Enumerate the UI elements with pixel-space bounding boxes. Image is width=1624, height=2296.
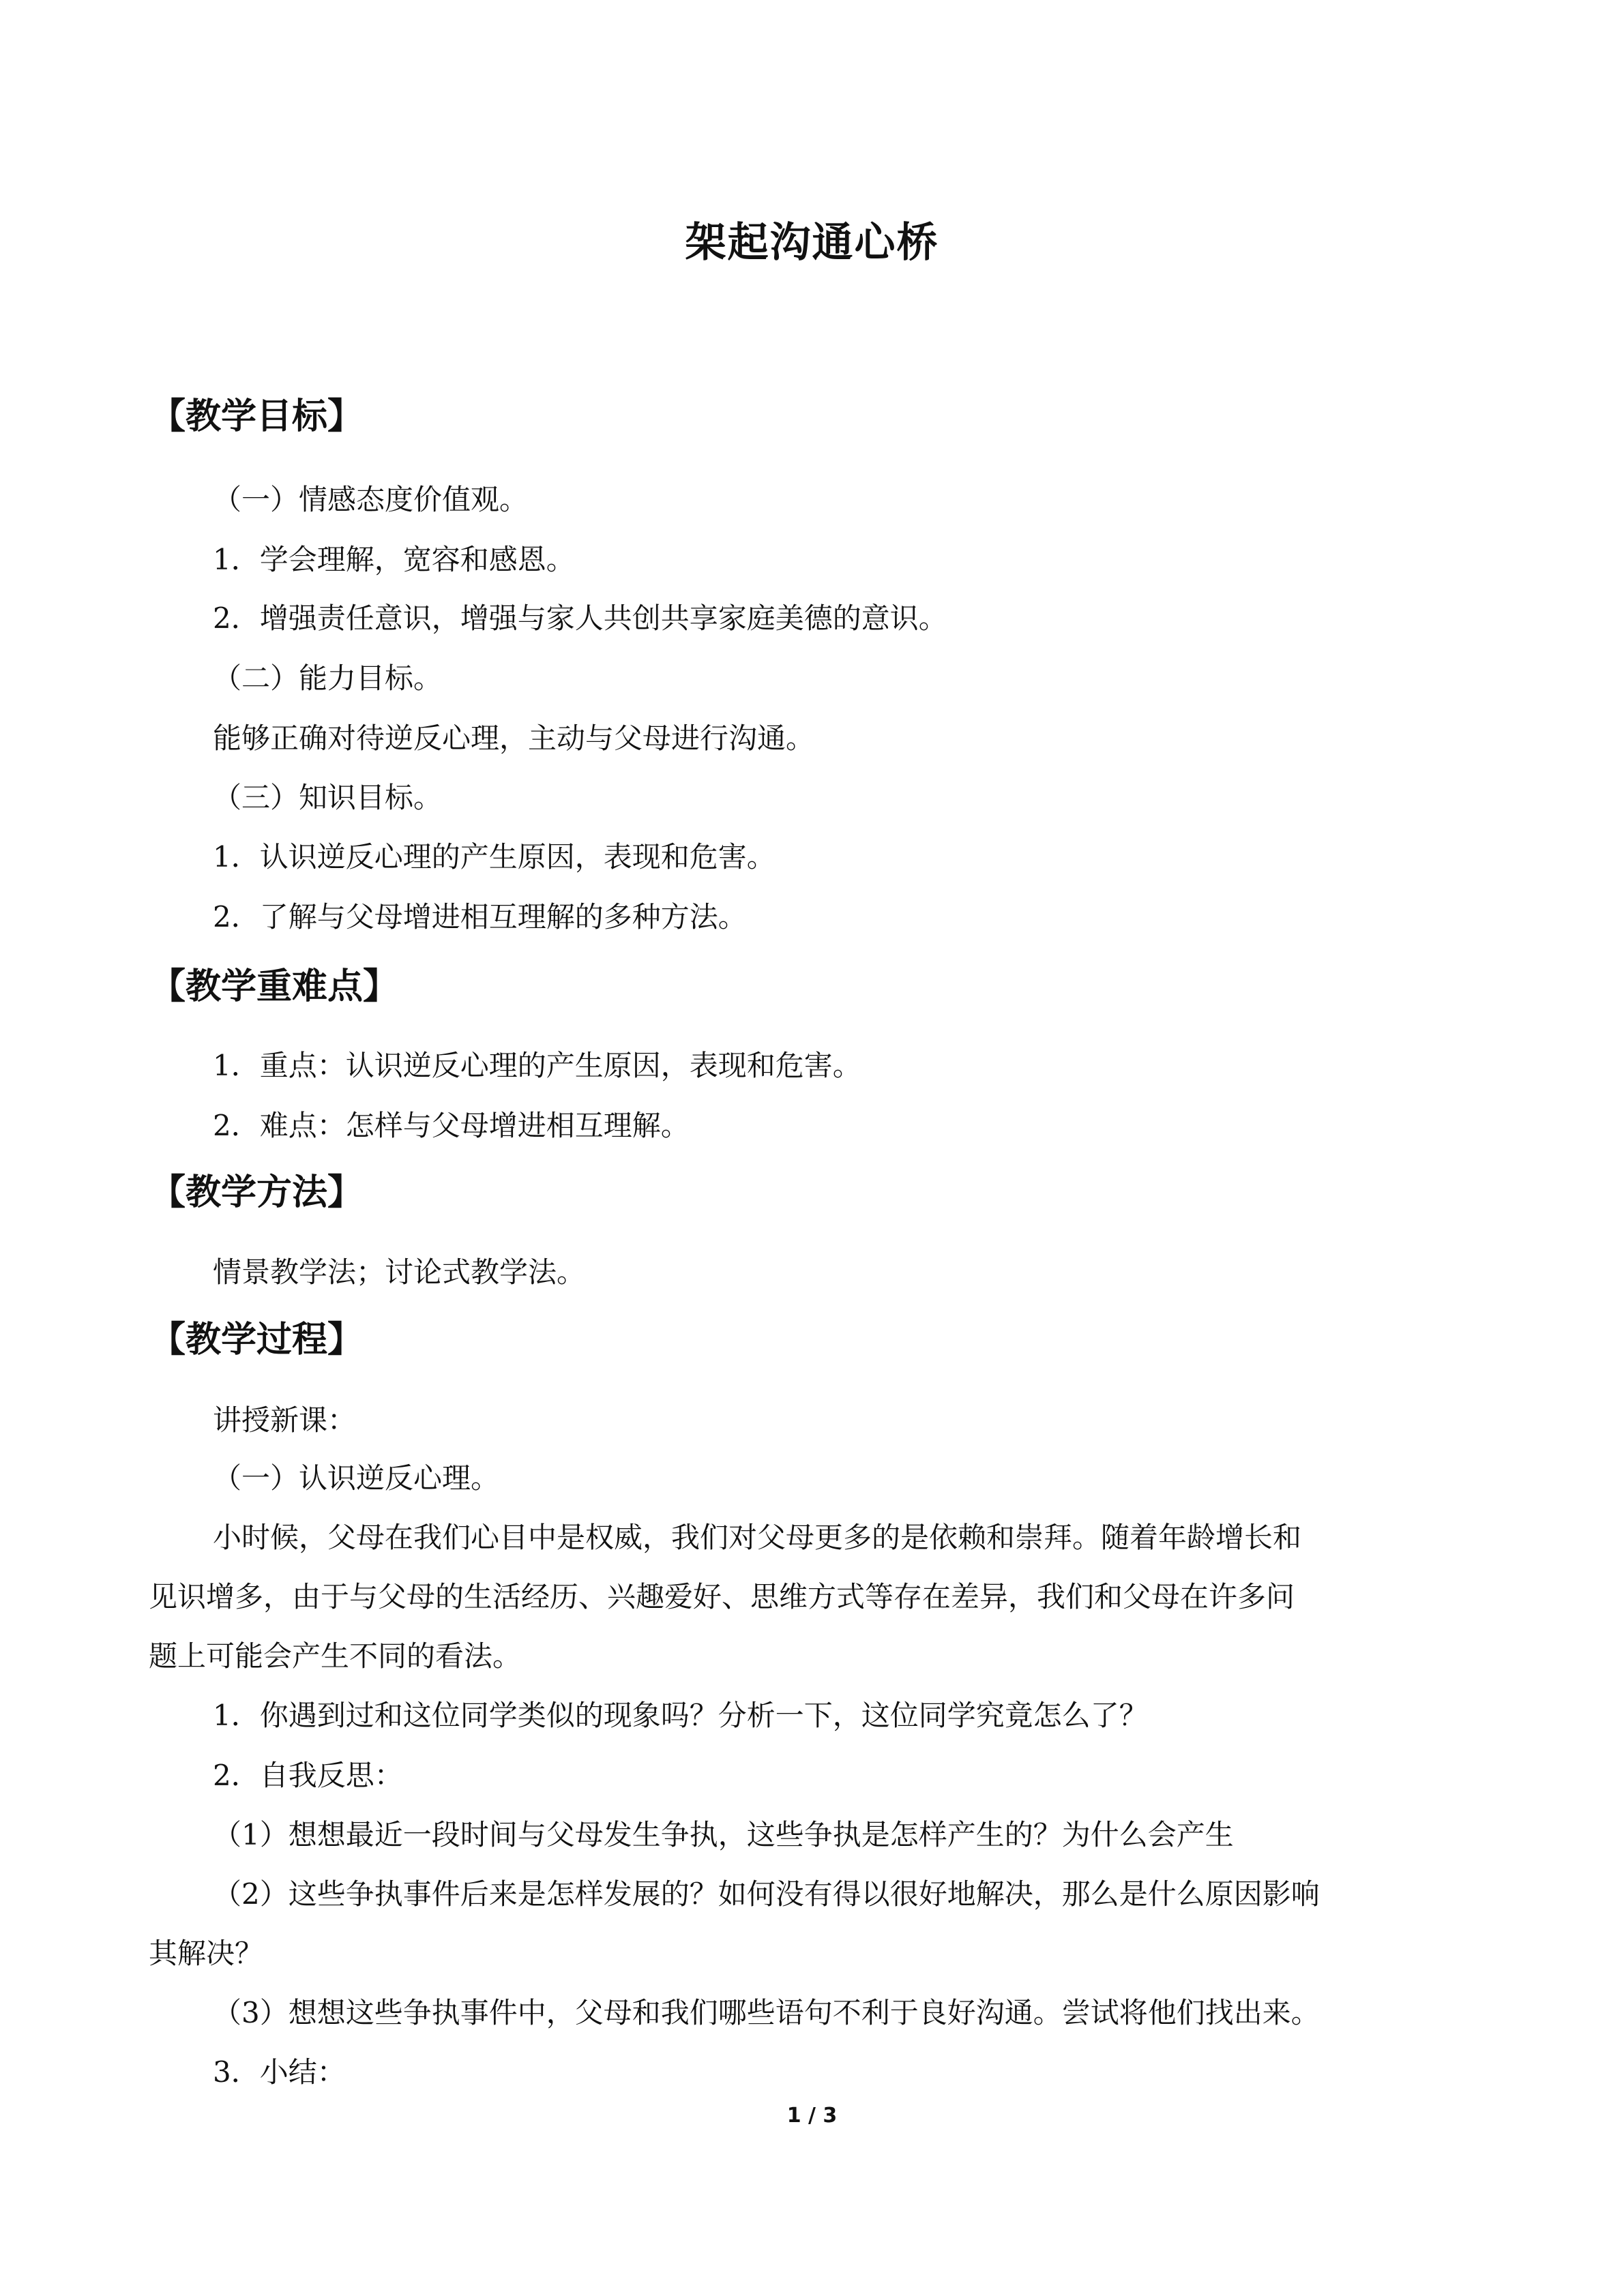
paragraph: （2）这些争执事件后来是怎样发展的？如何没有得以很好地解决，那么是什么原因影响 [213,1877,1320,1911]
paragraph: 2．了解与父母增进相互理解的多种方法。 [213,900,747,934]
paragraph: 2．难点：怎样与父母增进相互理解。 [213,1109,690,1142]
paragraph: 1．认识逆反心理的产生原因，表现和危害。 [213,840,776,874]
paragraph: （3）想想这些争执事件中，父母和我们哪些语句不利于良好沟通。尝试将他们找出来。 [213,1996,1320,2029]
paragraph: 其解决？ [149,1937,264,1970]
page-number: 1 / 3 [786,2104,838,2128]
paragraph: 能够正确对待逆反心理，主动与父母进行沟通。 [213,721,815,755]
page-title: 架起沟通心桥 [685,219,939,267]
paragraph: 2．自我反思： [213,1759,403,1792]
section-heading-methods: 【教学方法】 [150,1172,364,1213]
section-heading-goals: 【教学目标】 [150,396,364,437]
paragraph: 小时候，父母在我们心目中是权威，我们对父母更多的是依赖和崇拜。随着年龄增长和 [213,1521,1302,1554]
paragraph: （一）认识逆反心理。 [213,1461,500,1495]
paragraph: 情景教学法；讨论式教学法。 [213,1255,586,1289]
paragraph: 题上可能会产生不同的看法。 [149,1639,522,1673]
paragraph: 见识增多，由于与父母的生活经历、兴趣爱好、思维方式等存在差异，我们和父母在许多问 [149,1580,1295,1613]
paragraph: 1．学会理解，宽容和感恩。 [213,543,575,576]
paragraph: （三）知识目标。 [213,781,443,814]
paragraph: （二）能力目标。 [213,661,443,695]
paragraph: （1）想想最近一段时间与父母发生争执，这些争执是怎样产生的？为什么会产生 [213,1818,1234,1851]
paragraph: 1．重点：认识逆反心理的产生原因，表现和危害。 [213,1049,861,1082]
paragraph: 3．小结： [213,2055,346,2089]
paragraph: 1．你遇到过和这位同学类似的现象吗？分析一下，这位同学究竟怎么了？ [213,1699,1148,1732]
section-heading-key-points: 【教学重难点】 [150,966,399,1007]
paragraph: 讲授新课： [213,1403,357,1437]
paragraph: 2．增强责任意识，增强与家人共创共享家庭美德的意识。 [213,601,947,635]
section-heading-process: 【教学过程】 [150,1320,364,1360]
paragraph: （一）情感态度价值观。 [213,483,529,516]
